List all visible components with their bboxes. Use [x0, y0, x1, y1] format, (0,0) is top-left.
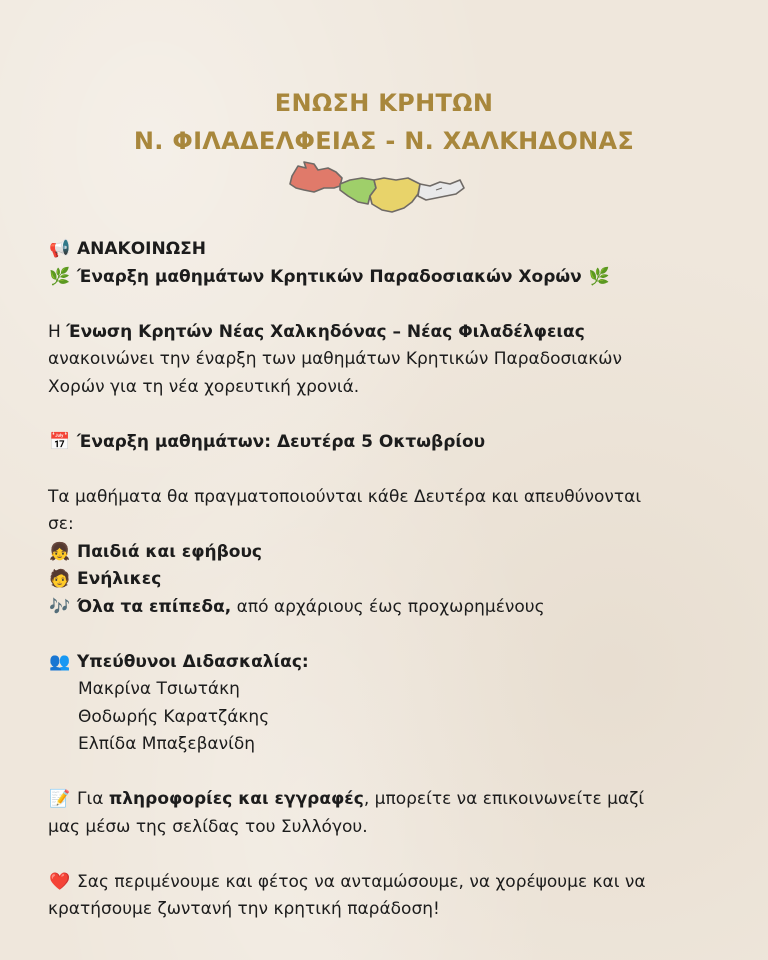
audience-item	[48, 539, 738, 567]
closing-line-1	[48, 869, 738, 897]
leaf-icon: 🌿	[49, 266, 71, 287]
memo-icon: 📝	[49, 789, 71, 809]
audience-levels: Όλα τα επίπεδα,	[77, 596, 232, 617]
crete-west-region	[290, 162, 342, 192]
header	[0, 84, 768, 160]
crete-east-region	[418, 180, 464, 200]
audience-item	[48, 594, 738, 622]
schedule-line-2: σε:	[48, 514, 74, 534]
girl-icon: 👧	[49, 541, 71, 562]
teacher-name: Μακρίνα Τσιωτάκη	[78, 679, 240, 699]
closing-text-1: Σας περιμένουμε και φέτος να ανταμώσουμε, να χορέψουμε και να	[77, 871, 646, 892]
announcement-subtitle: Έναρξη μαθημάτων Κρητικών Παραδοσιακών Χορών	[77, 266, 582, 287]
start-date-text: Έναρξη μαθημάτων: Δευτέρα 5 Οκτωβρίου	[77, 431, 486, 452]
teachers-heading-row	[48, 649, 738, 677]
intro-prefix: Η	[48, 321, 67, 342]
teachers-heading: Υπεύθυνοι Διδασκαλίας:	[77, 651, 309, 672]
intro-line-1	[48, 319, 738, 347]
audience-item	[48, 566, 738, 594]
info-bold: πληροφορίες και εγγραφές	[108, 789, 364, 809]
megaphone-icon: 📢	[49, 239, 71, 259]
header-subtitle: Ν. ΦΙΛΑΔΕΛΦΕΙΑΣ - Ν. ΧΑΛΚΗΔΟΝΑΣ	[133, 127, 635, 155]
info-line-2: μας μέσω της σελίδας του Συλλόγου.	[48, 816, 368, 837]
teacher-name: Ελπίδα Μπαξεβανίδη	[78, 734, 256, 754]
info-suffix: , μπορείτε να επικοινωνείτε μαζί	[363, 789, 645, 809]
intro-line-3: Χορών για τη νέα χορευτική χρονιά.	[48, 376, 360, 397]
heart-icon: ❤️	[49, 871, 71, 892]
people-icon: 👥	[49, 651, 71, 672]
announcement-subtitle-row	[48, 264, 738, 292]
crete-map-icon	[284, 158, 468, 220]
announcement-body	[48, 236, 738, 924]
teacher-name: Θοδωρής Καρατζάκης	[78, 706, 270, 727]
leaf-icon: 🌿	[588, 266, 610, 287]
person-icon: 🧑	[49, 569, 71, 589]
calendar-icon: 📅	[49, 431, 71, 452]
audience-adults: Ενήλικες	[77, 569, 162, 589]
audience-children: Παιδιά και εφήβους	[77, 541, 262, 562]
closing-line-2: κρατήσουμε ζωντανή την κρητική παράδοση!	[48, 899, 440, 919]
music-notes-icon: 🎶	[49, 596, 71, 617]
schedule-line-1: Τα μαθήματα θα πραγματοποιούνται κάθε Δευτέρα και απευθύνονται	[48, 486, 642, 507]
crete-yellow-region	[370, 178, 420, 212]
intro-line-2: ανακοινώνει την έναρξη των μαθημάτων Κρητικών Παραδοσιακών	[48, 349, 622, 369]
audience-levels-detail: από αρχάριους έως προχωρημένους	[231, 596, 545, 617]
announcement-title: ΑΝΑΚΟΙΝΩΣΗ	[77, 239, 207, 259]
info-prefix: Για	[77, 789, 109, 809]
info-line-1	[48, 786, 738, 814]
organization-name: Ένωση Κρητών Νέας Χαλκηδόνας – Νέας Φιλαδέλφειας	[66, 321, 585, 342]
header-title: ΕΝΩΣΗ ΚΡΗΤΩΝ	[274, 89, 494, 117]
start-date-row	[48, 429, 738, 457]
announcement-title-row	[48, 236, 738, 264]
